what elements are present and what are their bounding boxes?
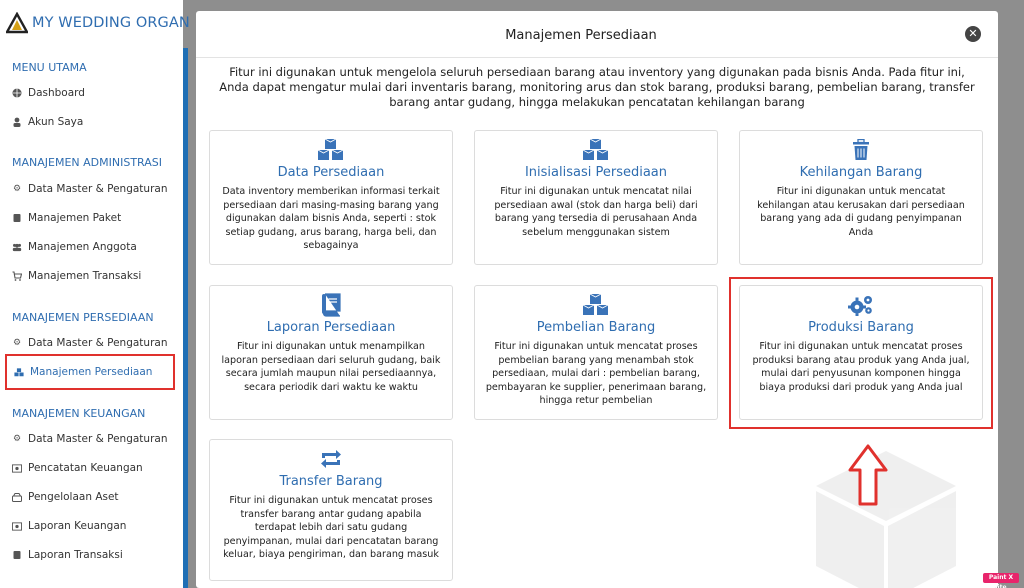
arrow-up-icon [848,444,888,506]
sidebar-item-data-master-keuangan[interactable] [12,431,167,447]
modal-divider [196,57,998,58]
watermark-badge: Paint X lite [983,573,1019,583]
gears-icon: ⚙ [12,434,22,444]
book-icon [12,213,22,223]
sidebar-item-pengelolaan-aset[interactable] [12,489,119,505]
section-menu-utama: MENU UTAMA [12,61,87,74]
sidebar-item-akun-saya[interactable] [12,114,83,130]
highlight-box [729,277,993,429]
sidebar-item-label: Manajemen Paket [28,212,122,224]
sidebar-item-label: Data Master & Pengaturan [28,433,168,445]
card-laporan-persediaan[interactable] [209,285,453,420]
cubes-icon [14,367,24,377]
card-title: Produksi Barang [808,320,914,335]
trash-icon [750,137,972,163]
card-data-persediaan[interactable] [209,130,453,265]
sidebar-item-label: Data Master & Pengaturan [28,183,168,195]
cubes-icon [485,137,707,163]
gears-icon: ⚙ [12,184,22,194]
modal-title: Manajemen Persediaan [505,28,657,43]
brand-title: MY WEDDING ORGAN [32,15,190,31]
card-description: Data inventory memberikan informasi terkait persediaan dari masing-masing barang yang digunakan dalam bisnis Anda, seperti : stok setiap gudang, arus barang, harga beli, dan sebagainya [222,186,440,251]
card-description: Fitur ini digunakan untuk mencatat proses produksi barang atau produk yang Anda jual, mulai dari penyusunan komponen hingga biaya produksi dari produk yang Anda jual [752,341,970,393]
sidebar-item-label: Laporan Transaksi [28,549,123,561]
card-inisialisasi-persediaan[interactable] [474,130,718,265]
money-icon [12,521,22,531]
card-pembelian-barang[interactable] [474,285,718,420]
sidebar-item-label: Manajemen Anggota [28,241,137,253]
sidebar-item-manajemen-transaksi[interactable] [12,268,141,284]
card-title: Data Persediaan [277,165,385,180]
sidebar-item-manajemen-anggota[interactable] [12,239,137,255]
cubes-icon [485,292,707,318]
money-icon [12,463,22,473]
sidebar-item-label: Pengelolaan Aset [28,491,119,503]
sidebar-item-label: Dashboard [28,87,85,99]
sidebar [0,0,190,588]
globe-icon [12,88,22,98]
sidebar-item-manajemen-persediaan[interactable] [5,354,175,390]
sidebar-item-laporan-transaksi[interactable] [12,547,123,563]
modal-manajemen-persediaan [196,11,998,588]
section-manajemen-persediaan: MANAJEMEN PERSEDIAAN [12,311,154,324]
card-title: Transfer Barang [279,474,383,489]
book-icon [12,550,22,560]
card-description: Fitur ini digunakan untuk menampilkan laporan persediaan dari seluruh gudang, baik secara jumlah maupun nilai persediaannya, secara periodik dari waktu ke waktu [221,341,441,393]
sidebar-scrollbar[interactable] [183,48,188,588]
cubes-icon [220,137,442,163]
sidebar-item-label: Laporan Keuangan [28,520,127,532]
sidebar-item-data-master-admin[interactable] [12,181,167,197]
cart-icon [12,271,22,281]
modal-description: Fitur ini digunakan untuk mengelola seluruh persediaan barang atau inventory yang digunakan pada bisnis Anda. Pada fitur ini, Anda dapat mengatur mulai dari inventaris barang, monitoring arus dan stok barang, produksi barang, pembelian barang, transfer barang antar gudang, hingga melakukan pencatatan kehilangan barang [219,65,975,109]
card-description: Fitur ini digunakan untuk mencatat kehilangan atau kerusakan dari persediaan barang yang ada di gudang penyimpanan Anda [757,186,965,238]
card-title: Pembelian Barang [536,320,656,335]
sidebar-item-label: Pencatatan Keuangan [28,462,143,474]
user-icon [12,117,22,127]
sidebar-item-label: Manajemen Persediaan [30,366,153,378]
sidebar-item-manajemen-paket[interactable] [12,210,121,226]
close-icon[interactable]: ✕ [965,26,981,42]
sidebar-item-pencatatan-keuangan[interactable] [12,460,143,476]
sidebar-item-data-master-persediaan[interactable] [12,335,167,351]
gears-icon: ⚙ [12,338,22,348]
card-title: Inisialisasi Persediaan [524,165,668,180]
retweet-icon [220,446,442,472]
sidebar-item-label: Data Master & Pengaturan [28,337,168,349]
section-manajemen-keuangan: MANAJEMEN KEUANGAN [12,407,146,420]
sidebar-item-label: Akun Saya [28,116,84,128]
sidebar-item-dashboard[interactable] [12,85,85,101]
sidebar-item-laporan-keuangan[interactable] [12,518,126,534]
section-manajemen-administrasi: MANAJEMEN ADMINISTRASI [12,156,162,169]
users-icon [12,242,22,252]
brand-logo[interactable] [6,12,190,34]
book-icon [220,292,442,318]
hdd-icon [12,492,22,502]
card-description: Fitur ini digunakan untuk mencatat nilai persediaan awal (stok dan harga beli) dari barang yang tersedia di perusahaan Anda sebelum menggunakan sistem [494,186,698,238]
card-title: Laporan Persediaan [266,320,396,335]
logo-mark-icon [6,12,28,34]
card-description: Fitur ini digunakan untuk mencatat proses pembelian barang yang menambah stok persediaan, mulai dari : pembelian barang, pembayaran ke supplier, penerimaan barang, hingga retur pembelian [485,341,707,406]
card-description: Fitur ini digunakan untuk mencatat proses transfer barang antar gudang apabila terdapat lebih dari satu gudang penyimpanan, mulai dari pencatatan barang keluar, biaya pengiriman, dan barang masuk [223,495,439,560]
sidebar-item-label: Manajemen Transaksi [28,270,142,282]
card-kehilangan-barang[interactable] [739,130,983,265]
card-transfer-barang[interactable] [209,439,453,581]
card-title: Kehilangan Barang [799,165,923,180]
